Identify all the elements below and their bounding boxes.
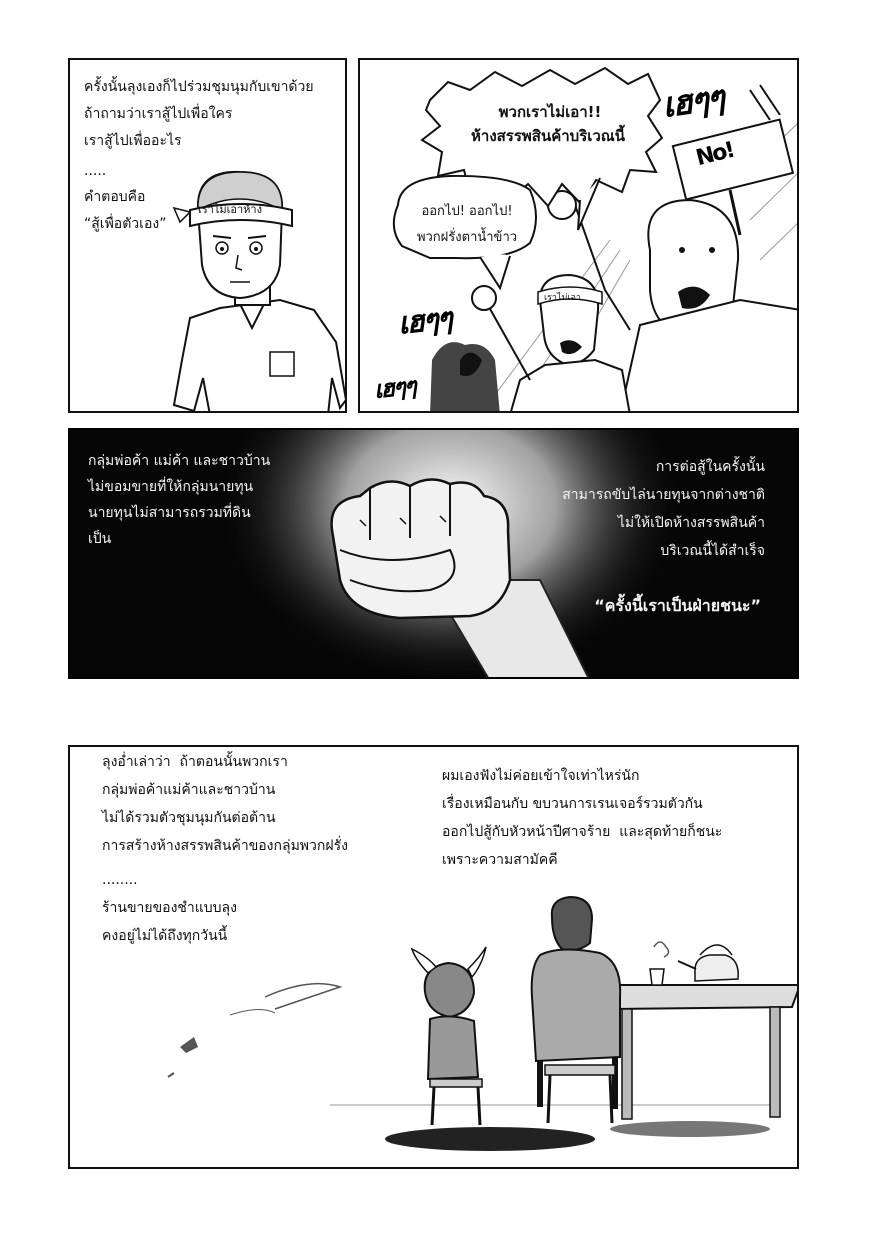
panel-1 — [68, 58, 347, 413]
speech-main-line-1: พวกเราไม่เอา!! — [498, 103, 602, 121]
panel1-line-5: คำตอบคือ — [84, 189, 146, 205]
panel-4 — [68, 745, 799, 1169]
speech-main-line-2: ห้างสรรพสินค้าบริเวณนี้ — [471, 127, 625, 145]
panel4-left-line-1: ลุงอ่ำเล่าว่า ถ้าตอนนั้นพวกเรา — [102, 754, 288, 770]
panel4-right-line-2: เรื่องเหมือนกับ ขบวนการเรนเจอร์รวมตัวกัน — [442, 796, 703, 812]
panel4-left-line-2: กลุ่มพ่อค้าแม่ค้าและชาวบ้าน — [102, 782, 276, 798]
panel4-left-line-5: ........ — [102, 872, 138, 888]
panel2-headband-text: เราไม่เอา — [544, 293, 581, 303]
speech-small-line-2: พวกฝรั่งตาน้ำข้าว — [416, 230, 518, 245]
speech-small-line-1: ออกไป! ออกไป! — [421, 204, 513, 219]
panel4-left-line-3: ไม่ได้รวมตัวชุมนุมกันต่อต้าน — [102, 810, 276, 826]
panel4-left-line-7: คงอยู่ไม่ได้ถึงทุกวันนี้ — [102, 928, 228, 944]
sfx-cheer-1: เฮๆๆ — [659, 77, 726, 127]
panel1-line-4: ..... — [84, 163, 107, 179]
panel4-left-line-4: การสร้างห้างสรรพสินค้าของกลุ่มพวกฝรั่ง — [102, 838, 348, 854]
panel3-right-line-1: การต่อสู้ในครั้งนั้น — [655, 459, 765, 475]
sfx-cheer-2: เฮๆๆ — [396, 301, 453, 342]
boy-and-uncle-at-table-illustration — [70, 747, 799, 1169]
sfx-cheer-3: เฮๆๆ — [372, 371, 417, 405]
man-with-headband-illustration — [70, 60, 347, 413]
protest-sign-text: No! — [693, 137, 737, 172]
panel1-headband-text: เราไม่เอาห้าง — [198, 203, 262, 216]
panel3-left-line-3: นายทุนไม่สามารถรวมที่ดิน — [88, 505, 251, 521]
panel1-line-3: เราสู้ไปเพื่ออะไร — [84, 133, 182, 149]
panel3-left-line-2: ไม่ขอมขายที่ให้กลุ่มนายทุน — [88, 479, 254, 495]
panel3-right-line-3: ไม่ให้เปิดห้างสรรพสินค้า — [617, 515, 765, 531]
panel1-line-6: “สู้เพื่อตัวเอง” — [84, 216, 167, 232]
panel-3 — [68, 428, 799, 679]
panel3-left-line-1: กลุ่มพ่อค้า แม่ค้า และชาวบ้าน — [88, 453, 271, 469]
panel1-line-2: ถ้าถามว่าเราสู้ไปเพื่อใคร — [84, 106, 233, 122]
panel4-right-line-4: เพราะความสามัคคี — [442, 852, 558, 868]
panel4-right-line-1: ผมเองฟังไม่ค่อยเข้าใจเท่าไหร่นัก — [442, 768, 640, 784]
panel1-line-1: ครั้งนั้นลุงเองก็ไปร่วมชุมนุมกับเขาด้วย — [84, 79, 314, 95]
panel3-left-line-4: เป็น — [88, 531, 112, 547]
panel3-right-line-2: สามารถขับไล่นายทุนจากต่างชาติ — [562, 487, 765, 503]
panel4-left-line-6: ร้านขายของชำแบบลุง — [102, 900, 237, 916]
panel4-right-line-3: ออกไปสู้กับหัวหน้าปีศาจร้าย และสุดท้ายก็ชนะ — [442, 824, 723, 840]
panel-2 — [358, 58, 799, 413]
panel3-quote: “ครั้งนี้เราเป็นฝ่ายชนะ” — [594, 596, 761, 615]
panel3-right-line-4: บริเวณนี้ได้สำเร็จ — [660, 543, 765, 559]
